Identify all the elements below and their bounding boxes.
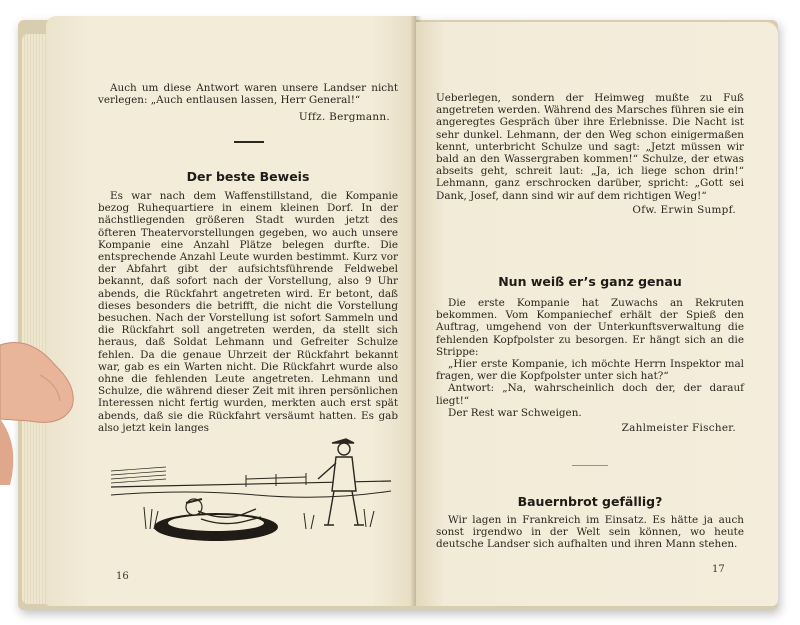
section-divider-2 (572, 465, 608, 466)
story3-body (436, 514, 744, 551)
opening-paragraph: Auch um diese Antwort waren unsere Landser nicht verlegen: „Auch entlausen lassen, Herr General!“ (98, 82, 398, 107)
story2-body (436, 297, 744, 419)
story2-paragraph-4: Der Rest war Schweigen. (448, 406, 582, 419)
story-paragraph: Es war nach dem Waffenstillstand, die Kompanie bezog Ruhequartiere in einem kleinen Dorf. In der nächstliegenden größeren Stadt wurden jetzt des öfteren Theatervorstellungen gegeben, wo auch unsere Kompanie eine Anzahl Plätze belegen durfte. Die entsprechende Anzahl Leute wurden bestimmt. Kurz vor der Abfahrt gibt der aufsichtsführende Feldwebel bekannt, daß sofort nach der Vorstellung, also 9 Uhr abends, die Rückfahrt angetreten wird. Er betont, daß dieses besonders die betrifft, die nicht die Vorstellung besuchen. Nach der Vorstellung ist sofort Sammeln und die Rückfahrt soll angetreten werden, da stellt sich heraus, daß Soldat Lehmann und Gefreiter Schulze fehlen. Da die genaue Uhrzeit der Rückfahrt bekannt war, gab es ein Warten nicht. Die Rückfahrt wurde also ohne die fehlenden Leute angetreten. Lehmann und Schulze, die während dieser Zeit mit ihren persönlichen Interessen nicht fertig wurden, merkten auch erst spät abends, daß sie die Rückfahrt versäumt hatten. Es gab also jetzt kein langes (98, 190, 398, 434)
story3-paragraph: Wir lagen in Frankreich im Einsatz. Es hätte ja auch sonst irgendwo in der Welt sein können, wo heute deutsche Landser sich aufhalten und ihren Mann stehen. (436, 514, 744, 551)
open-book (18, 12, 788, 612)
story2-paragraph-1: Die erste Kompanie hat Zuwachs an Rekruten bekommen. Vom Kompaniechef erhält der Spieß den Auftrag, umgehend von der Unterkunftsverwaltung die fehlenden Kopfpolster zu besorgen. Er hängt sich an die Strippe: (436, 297, 744, 358)
right-page (416, 22, 778, 606)
cartoon-illustration (106, 429, 396, 549)
opening-signature: Uffz. Bergmann. (298, 111, 390, 123)
opening-text (98, 82, 398, 106)
story-body (98, 190, 398, 434)
left-page (46, 16, 416, 606)
continuation-text (436, 92, 744, 202)
story2-paragraph-3: Antwort: „Na, wahrscheinlich doch der, der darauf liegt!“ (436, 382, 744, 407)
story-title: Der beste Beweis (186, 169, 310, 184)
thumb-image (0, 335, 80, 485)
story2-title: Nun weiß er’s ganz genau (498, 274, 682, 289)
continuation-paragraph: Ueberlegen, sondern der Heimweg mußte zu Fuß angetreten werden. Während des Marsches führen sie ein angeregtes Gespräch über ihre Erlebnisse. Die Nacht ist sehr dunkel. Lehmann, der den Weg schon einigermaßen kennt, unterbricht Schulze und sagt: „Jetzt müssen wir bald an den Wassergraben kommen!“ Schulze, der etwas abseits geht, schreit laut: „Ja, ich liege schon drin!“ Lehmann, ganz erschrocken darüber, spricht: „Gott sei Dank, Josef, dann sind wir auf dem richtigen Weg!“ (436, 92, 744, 202)
page-number-left: 16 (116, 571, 129, 582)
story2-paragraph-2: „Hier erste Kompanie, ich möchte Herrn Inspektor mal fragen, wer die Kopfpolster unter sich hat?“ (436, 358, 744, 383)
section-divider (234, 141, 264, 143)
continuation-signature: Ofw. Erwin Sumpf. (632, 204, 736, 216)
page-number-right: 17 (712, 564, 725, 575)
story3-title: Bauernbrot gefällig? (517, 494, 663, 509)
story2-signature: Zahlmeister Fischer. (621, 422, 736, 434)
